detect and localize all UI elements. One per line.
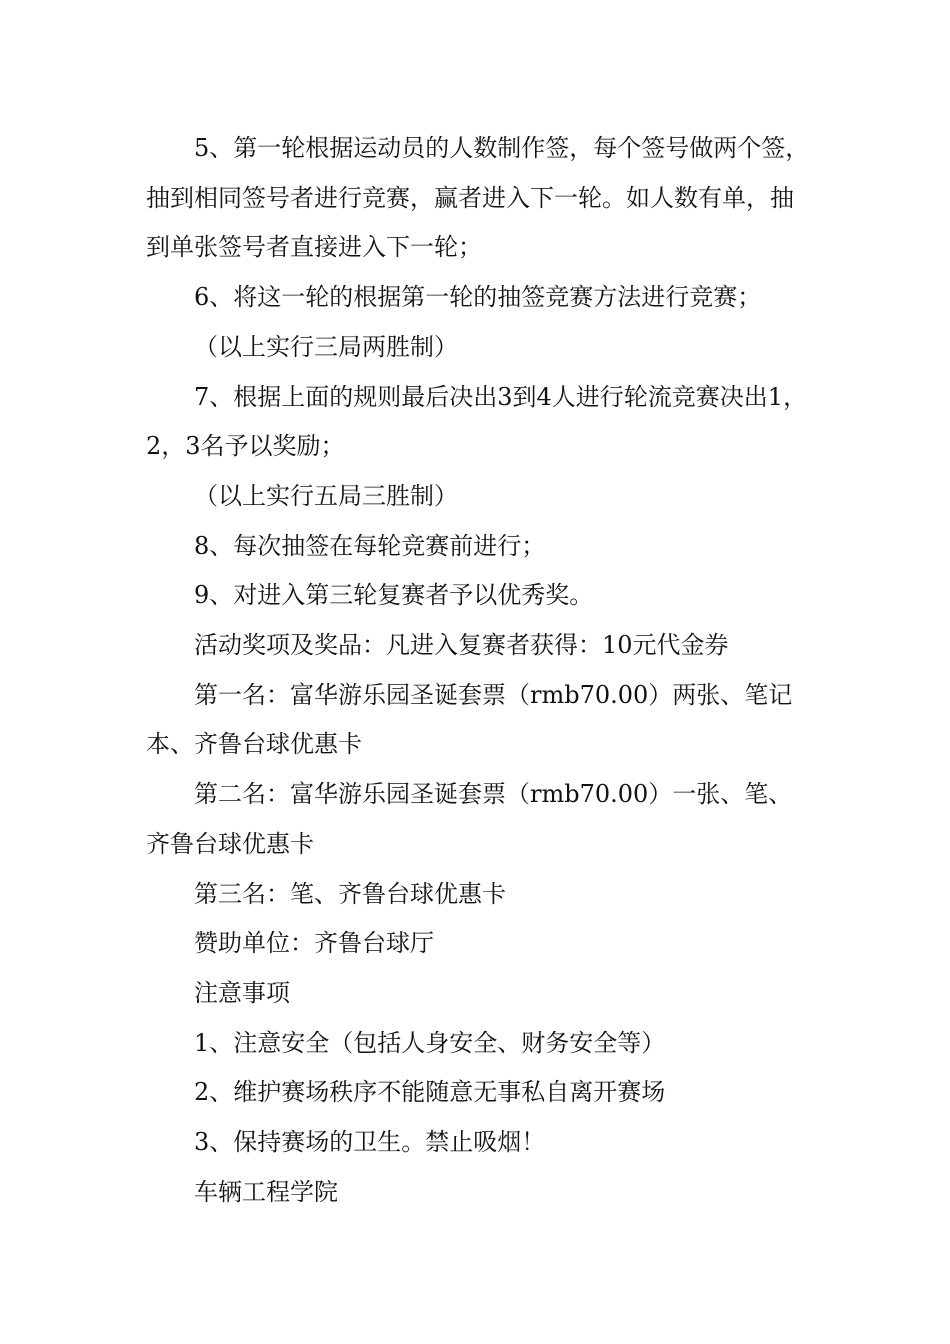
first-prize-paragraph: 第一名：富华游乐园圣诞套票（rmb70.00）两张、笔记本、齐鲁台球优惠卡 bbox=[146, 680, 793, 759]
format-note-best-of-three: （以上实行三局两胜制） bbox=[194, 332, 458, 361]
rule-8-paragraph: 8、每次抽签在每轮竞赛前进行； bbox=[194, 531, 546, 560]
rule-5-paragraph: 5、第一轮根据运动员的人数制作签，每个签号做两个签，抽到相同签号者进行竞赛，赢者进入下一轮。如人数有单，抽到单张签号者直接进入下一轮； bbox=[146, 134, 810, 262]
notes-heading: 注意事项 bbox=[194, 978, 290, 1007]
awards-heading: 活动奖项及奖品：凡进入复赛者获得：10元代金券 bbox=[194, 631, 729, 660]
third-prize-paragraph: 第三名：笔、齐鲁台球优惠卡 bbox=[194, 879, 506, 908]
sponsor-paragraph: 赞助单位：齐鲁台球厅 bbox=[194, 929, 434, 958]
note-3-paragraph: 3、保持赛场的卫生。禁止吸烟！ bbox=[194, 1128, 546, 1157]
rule-7-paragraph: 7、根据上面的规则最后决出3到4人进行轮流竞赛决出1，2，3名予以奖励； bbox=[146, 382, 808, 461]
rule-6-paragraph: 6、将这一轮的根据第一轮的抽签竞赛方法进行竞赛； bbox=[194, 283, 762, 312]
note-2-paragraph: 2、维护赛场秩序不能随意无事私自离开赛场 bbox=[194, 1078, 666, 1107]
rule-9-paragraph: 9、对进入第三轮复赛者予以优秀奖。 bbox=[194, 581, 594, 610]
organizer-paragraph: 车辆工程学院 bbox=[194, 1177, 338, 1206]
second-prize-paragraph: 第二名：富华游乐园圣诞套票（rmb70.00）一张、笔、齐鲁台球优惠卡 bbox=[146, 780, 793, 858]
format-note-best-of-five: （以上实行五局三胜制） bbox=[194, 481, 458, 510]
document-body bbox=[146, 124, 816, 1217]
note-1-paragraph: 1、注意安全（包括人身安全、财务安全等） bbox=[194, 1028, 666, 1057]
